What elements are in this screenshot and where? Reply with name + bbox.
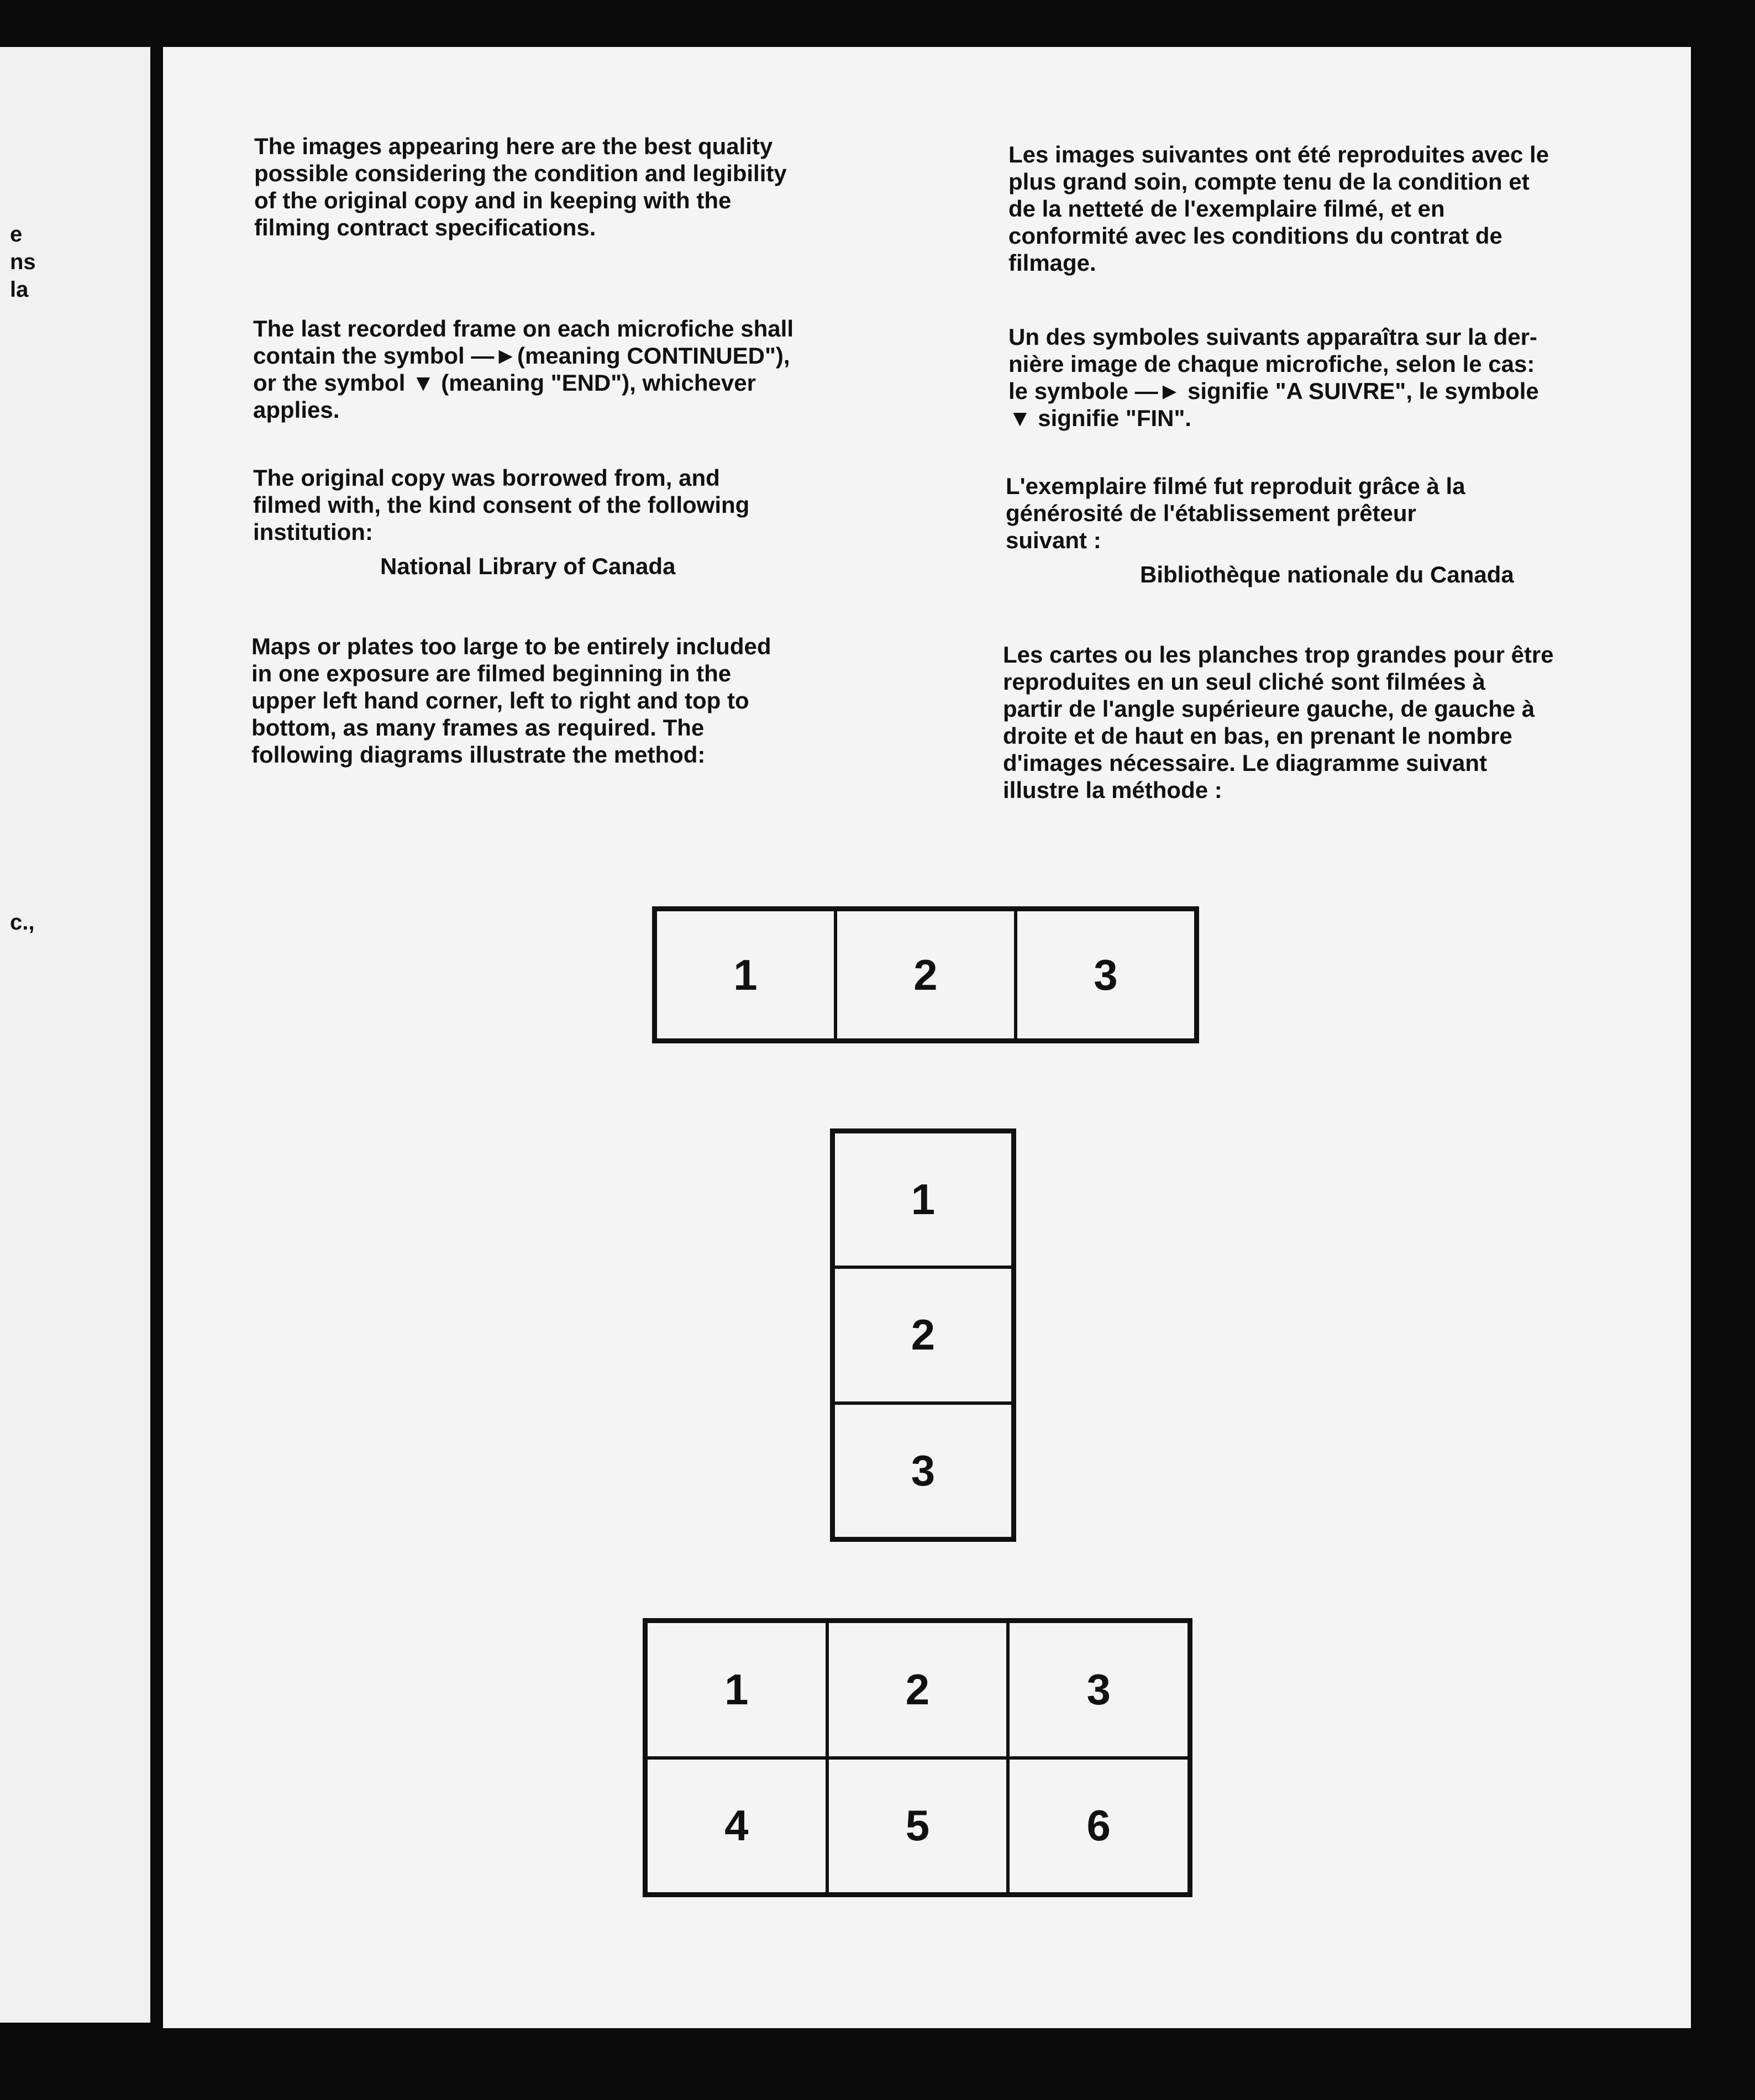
triangle-end-icon: ▼ bbox=[1008, 405, 1032, 431]
english-p2-text: The last recorded frame on each microfiche shall contain the symbol bbox=[253, 316, 794, 369]
french-institution: Bibliothèque nationale du Canada bbox=[1140, 561, 1514, 587]
english-p2-text: (meaning "END"), whichever applies. bbox=[253, 370, 756, 423]
diagram-cell: 4 bbox=[646, 1758, 827, 1894]
diagram-cell: 3 bbox=[833, 1403, 1013, 1539]
diagram-grid bbox=[643, 1618, 1192, 1897]
diagram-cell: 5 bbox=[827, 1758, 1008, 1894]
french-paragraph-3: L'exemplaire filmé fut reproduit grâce à la générosité de l'établissement prêteur suivant : bbox=[1006, 473, 1465, 553]
english-institution: National Library of Canada bbox=[380, 553, 676, 579]
left-fragment-text: c., bbox=[10, 910, 35, 935]
diagram-cell: 2 bbox=[833, 1267, 1013, 1403]
diagram-row bbox=[652, 906, 1199, 1043]
french-p2-text: signifie "A SUIVRE", le symbole bbox=[1187, 378, 1539, 404]
english-p2-text: (meaning CONTINUED"), or the symbol bbox=[253, 343, 790, 396]
diagram-column bbox=[830, 1128, 1016, 1542]
left-page-fragment bbox=[0, 47, 150, 2023]
diagram-cell: 1 bbox=[646, 1621, 827, 1758]
english-paragraph-2 bbox=[253, 315, 794, 423]
left-fragment-text: la bbox=[10, 277, 29, 302]
arrow-continued-icon: —► bbox=[1134, 378, 1181, 404]
diagram-cell: 1 bbox=[655, 910, 836, 1040]
main-page bbox=[163, 47, 1691, 2028]
diagram-cell: 1 bbox=[833, 1132, 1013, 1267]
english-paragraph-3: The original copy was borrowed from, and filmed with, the kind consent of the following institution: bbox=[253, 465, 750, 545]
english-paragraph-1: The images appearing here are the best quality possible considering the condition and legibility of the original copy and in keeping with the filming contract specifications. bbox=[254, 133, 787, 240]
left-fragment-text: ns bbox=[10, 250, 36, 274]
left-fragment-text: e bbox=[10, 222, 23, 246]
triangle-end-icon: ▼ bbox=[412, 370, 435, 396]
french-paragraph-4: Les cartes ou les planches trop grandes pour être reproduites en un seul cliché sont filmées à partir de l'angle supérieure gauche, de gauche à droite et de haut en bas, en prenant le nombre d'images nécessaire. Le diagramme suivant illustre la méthode : bbox=[1003, 642, 1554, 803]
diagram-cell: 3 bbox=[1008, 1621, 1189, 1758]
french-paragraph-2 bbox=[1008, 323, 1539, 432]
diagram-cell: 2 bbox=[836, 910, 1016, 1040]
diagram-cell: 3 bbox=[1016, 910, 1196, 1040]
french-p2-text: signifie "FIN". bbox=[1031, 405, 1192, 431]
french-paragraph-1: Les images suivantes ont été reproduites avec le plus grand soin, compte tenu de la condition et de la netteté de l'exemplaire filmé, et en conformité avec les conditions du contrat de filmage. bbox=[1008, 141, 1549, 276]
french-p2-text: Un des symboles suivants apparaîtra sur la der- nière image de chaque microfiche, selon le cas: le symbole bbox=[1008, 324, 1538, 404]
diagram-cell: 6 bbox=[1008, 1758, 1189, 1894]
arrow-continued-icon: —► bbox=[471, 343, 517, 369]
english-paragraph-4: Maps or plates too large to be entirely included in one exposure are filmed beginning in the upper left hand corner, left to right and top to bottom, as many frames as required. The following diagrams illustrate the method: bbox=[251, 633, 771, 768]
diagram-cell: 2 bbox=[827, 1621, 1008, 1758]
